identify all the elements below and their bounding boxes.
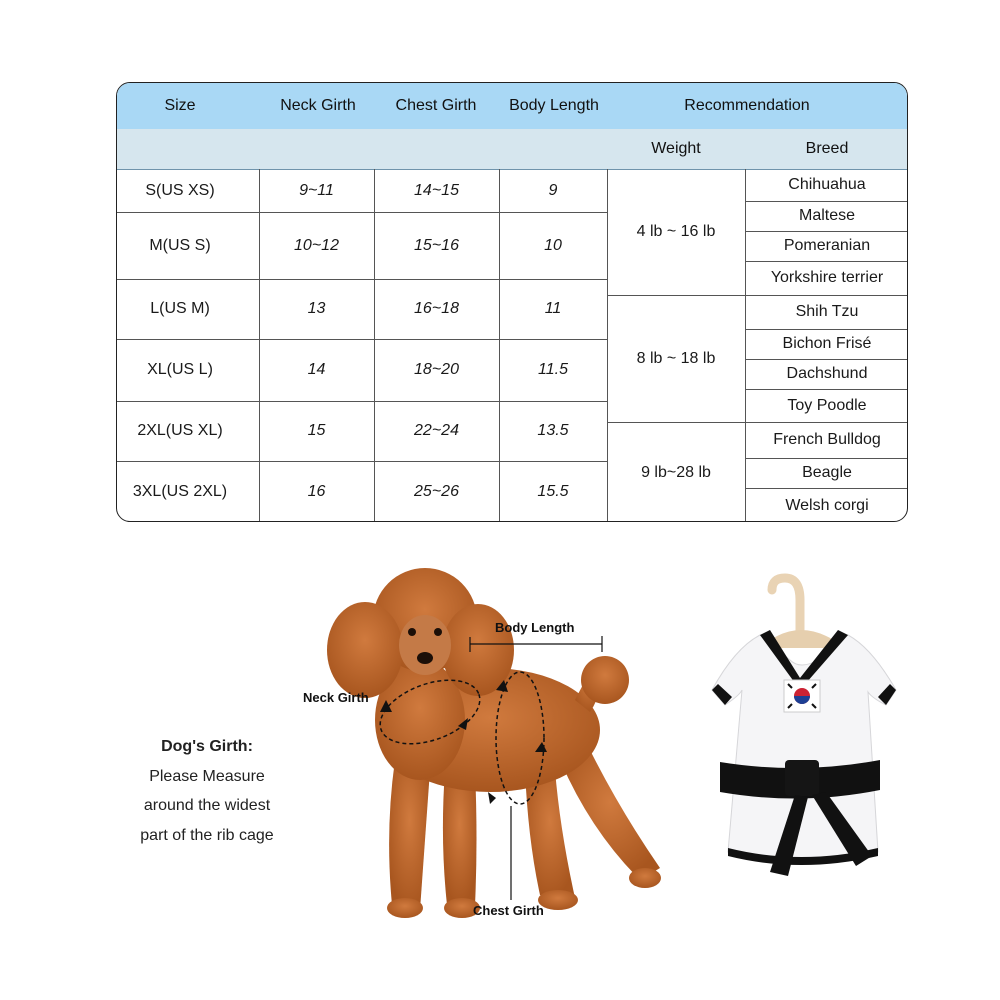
row-chest: 16~18 (414, 300, 459, 317)
row-neck: 15 (307, 422, 326, 439)
row-body: 13.5 (537, 422, 569, 439)
header-body-length: Body Length (509, 97, 599, 114)
row-body: 15.5 (537, 483, 569, 500)
header-weight: Weight (651, 140, 701, 157)
measurement-guides (300, 600, 620, 930)
row-size: S(US XS) (145, 181, 215, 199)
taekwondo-dog-shirt-image (700, 565, 900, 885)
girth-line: around the widest (143, 797, 271, 814)
breed-cell: French Bulldog (773, 431, 881, 448)
body-length-label: Body Length (495, 620, 575, 635)
row-body: 11 (544, 300, 562, 317)
breed-cell: Maltese (798, 207, 856, 224)
row-size: 3XL(US 2XL) (132, 483, 228, 500)
chest-girth-label: Chest Girth (473, 903, 544, 918)
girth-line: part of the rib cage (140, 826, 274, 844)
row-body: 9 (548, 181, 558, 199)
header-recommendation: Recommendation (684, 97, 810, 114)
row-chest: 15~16 (414, 236, 459, 254)
header-size: Size (164, 97, 196, 114)
row-size: M(US S) (149, 236, 211, 254)
neck-girth-label: Neck Girth (303, 690, 369, 705)
row-neck: 14 (307, 361, 326, 378)
breed-cell: Yorkshire terrier (770, 269, 884, 286)
row-size: 2XL(US XL) (137, 422, 223, 439)
breed-cell: Beagle (802, 464, 852, 481)
breed-cell: Dachshund (786, 365, 868, 382)
weight-range: 4 lb ~ 16 lb (636, 223, 716, 240)
breed-cell: Shih Tzu (795, 303, 859, 320)
row-body: 11.5 (538, 361, 568, 378)
row-size: L(US M) (150, 300, 210, 317)
header-breed: Breed (805, 140, 849, 157)
breed-cell: Toy Poodle (787, 396, 867, 414)
row-size: XL(US L) (147, 361, 213, 378)
girth-line: Please Measure (149, 767, 265, 785)
row-neck: 16 (307, 483, 326, 500)
row-neck: 10~12 (294, 236, 339, 254)
header-chest-girth: Chest Girth (395, 97, 477, 114)
row-chest: 14~15 (414, 181, 459, 199)
breed-cell: Pomeranian (783, 237, 871, 254)
breed-cell: Bichon Frisé (782, 335, 872, 352)
row-neck: 9~11 (299, 181, 334, 199)
girth-instructions (118, 732, 296, 850)
row-neck: 13 (307, 300, 326, 317)
row-chest: 25~26 (414, 483, 459, 500)
row-chest: 22~24 (414, 422, 459, 439)
weight-range: 8 lb ~ 18 lb (636, 349, 716, 367)
header-neck-girth: Neck Girth (280, 97, 356, 114)
weight-range: 9 lb~28 lb (641, 463, 711, 481)
breed-cell: Chihuahua (788, 176, 866, 193)
size-chart-table (116, 82, 908, 522)
row-chest: 18~20 (414, 361, 459, 378)
row-body: 10 (544, 236, 562, 254)
breed-cell: Welsh corgi (785, 496, 869, 514)
girth-title: Dog's Girth: (161, 738, 253, 755)
